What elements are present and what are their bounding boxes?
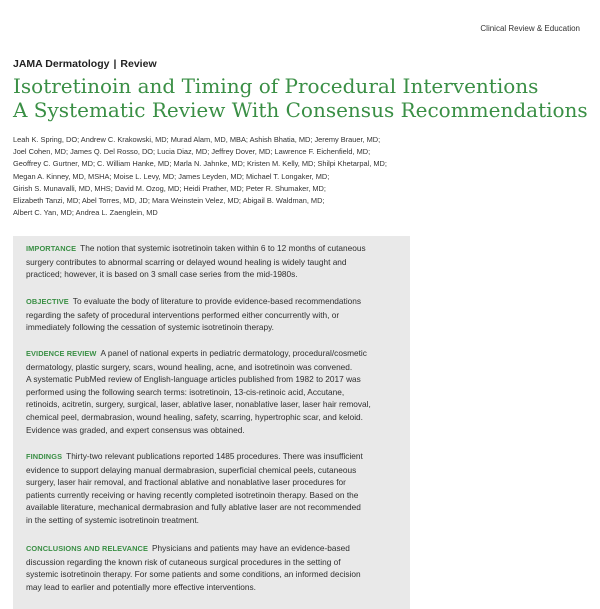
author-line: Albert C. Yan, MD; Andrea L. Zaenglein, MD — [13, 208, 158, 218]
journal-separator: | — [113, 58, 117, 70]
author-line: Elizabeth Tanzi, MD; Abel Torres, MD, JD; Mara Weinstein Velez, MD; Abigail B. Waldman, MD; — [13, 196, 325, 206]
author-line: Leah K. Spring, DO; Andrew C. Krakowski, MD; Murad Alam, MD, MBA; Ashish Bhatia, MD; Jeremy Brauer, MD; — [13, 135, 381, 144]
abstract-line: immediately following the cessation of systemic isotretinoin therapy. — [26, 322, 274, 333]
author-list — [13, 134, 413, 219]
abstract-line: The notion that systemic isotretinoin taken within 6 to 12 months of cutaneous — [80, 243, 366, 253]
abstract-line: surgery contributes to abnormal scarring or delayed wound healing is widely taught and — [26, 256, 347, 267]
importance-heading: IMPORTANCE — [26, 244, 77, 253]
abstract-box — [13, 236, 410, 609]
conclusions-heading: CONCLUSIONS AND RELEVANCE — [26, 544, 148, 553]
abstract-objective — [26, 295, 406, 334]
author-line: Girish S. Munavalli, MD, MHS; David M. Ozog, MD; Heidi Prather, MD; Peter R. Shumaker, MD; — [13, 183, 326, 193]
abstract-line: available literature, mechanical dermabrasion and fully ablative laser are not recommended — [26, 502, 361, 513]
findings-heading: FINDINGS — [26, 452, 63, 461]
abstract-line: regarding the safety of procedural interventions performed either concurrently with, or — [26, 309, 340, 320]
abstract-line: evidence to support delaying manual dermabrasion, superficial chemical peels, cutaneous — [26, 464, 357, 475]
journal-name: JAMA Dermatology — [13, 58, 110, 70]
abstract-conclusions — [26, 542, 406, 593]
abstract-line: Physicians and patients may have an evidence-based — [152, 543, 350, 553]
abstract-line: performed using the following search terms: isotretinoin, 13-cis-retinoic acid, Accutane, — [26, 386, 345, 397]
abstract-line: may lead to earlier and potentially more effective interventions. — [26, 581, 256, 592]
section-label: Clinical Review & Education — [480, 24, 580, 33]
abstract-importance — [26, 242, 406, 281]
abstract-line: To evaluate the body of literature to provide evidence-based recommendations — [72, 296, 362, 306]
abstract-line: retinoids, acitretin, surgery, surgical, laser, ablative laser, nonablative laser, laser hair removal, — [26, 399, 371, 410]
abstract-line: in the setting of systemic isotretinoin treatment. — [26, 514, 199, 525]
abstract-line: Evidence was graded, and expert consensus was obtained. — [26, 424, 245, 435]
article-title: Isotretinoin and Timing of Procedural Interventions — [13, 74, 539, 98]
author-line: Geoffrey C. Gurtner, MD; C. William Hanke, MD; Marla N. Jahnke, MD; Kristen M. Kelly, MD; Shilpi Khetarpal, MD; — [13, 159, 387, 169]
abstract-line: Thirty-two relevant publications reported 1485 procedures. There was insufficient — [66, 451, 363, 461]
abstract-evidence-review — [26, 347, 406, 436]
abstract-line: surgery, laser hair removal, and fractional ablative and nonablative laser procedures for — [26, 477, 346, 488]
journal-line — [13, 58, 157, 70]
abstract-line: systemic isotretinoin therapy. For some patients and some conditions, an informed decision — [26, 569, 361, 580]
abstract-line: A systematic PubMed review of English-language articles published from 1982 to 2017 was — [26, 374, 361, 385]
abstract-line: A panel of national experts in pediatric dermatology, procedural/cosmetic — [100, 348, 367, 358]
article-subtitle: A Systematic Review With Consensus Recommendations — [13, 98, 588, 122]
abstract-line: discussion regarding the known risk of cutaneous surgical procedures in the setting of — [26, 556, 341, 567]
abstract-line: patients currently receiving or having recently completed isotretinoin therapy. Based on the — [26, 489, 359, 500]
evidence-review-heading: EVIDENCE REVIEW — [26, 349, 97, 358]
author-line: Joel Cohen, MD; James Q. Del Rosso, DO; Lucia Diaz, MD; Jeffrey Dover, MD; Lawrence F. Eichenfield, MD; — [13, 147, 371, 157]
abstract-line: practiced; however, it is based on 3 small case series from the mid-1980s. — [26, 269, 298, 280]
article-type: Review — [120, 58, 157, 70]
abstract-line: dermatology, plastic surgery, scars, wound healing, acne, and isotretinoin was convened. — [26, 361, 353, 372]
abstract-findings — [26, 450, 406, 527]
abstract-line: chemical peel, dermabrasion, wound healing, safety, scarring, hypertrophic scar, and keloid. — [26, 411, 363, 422]
objective-heading: OBJECTIVE — [26, 297, 69, 306]
author-line: Megan A. Kinney, MD, MSHA; Moise L. Levy, MD; James Leyden, MD; Michael T. Longaker, MD; — [13, 171, 330, 181]
